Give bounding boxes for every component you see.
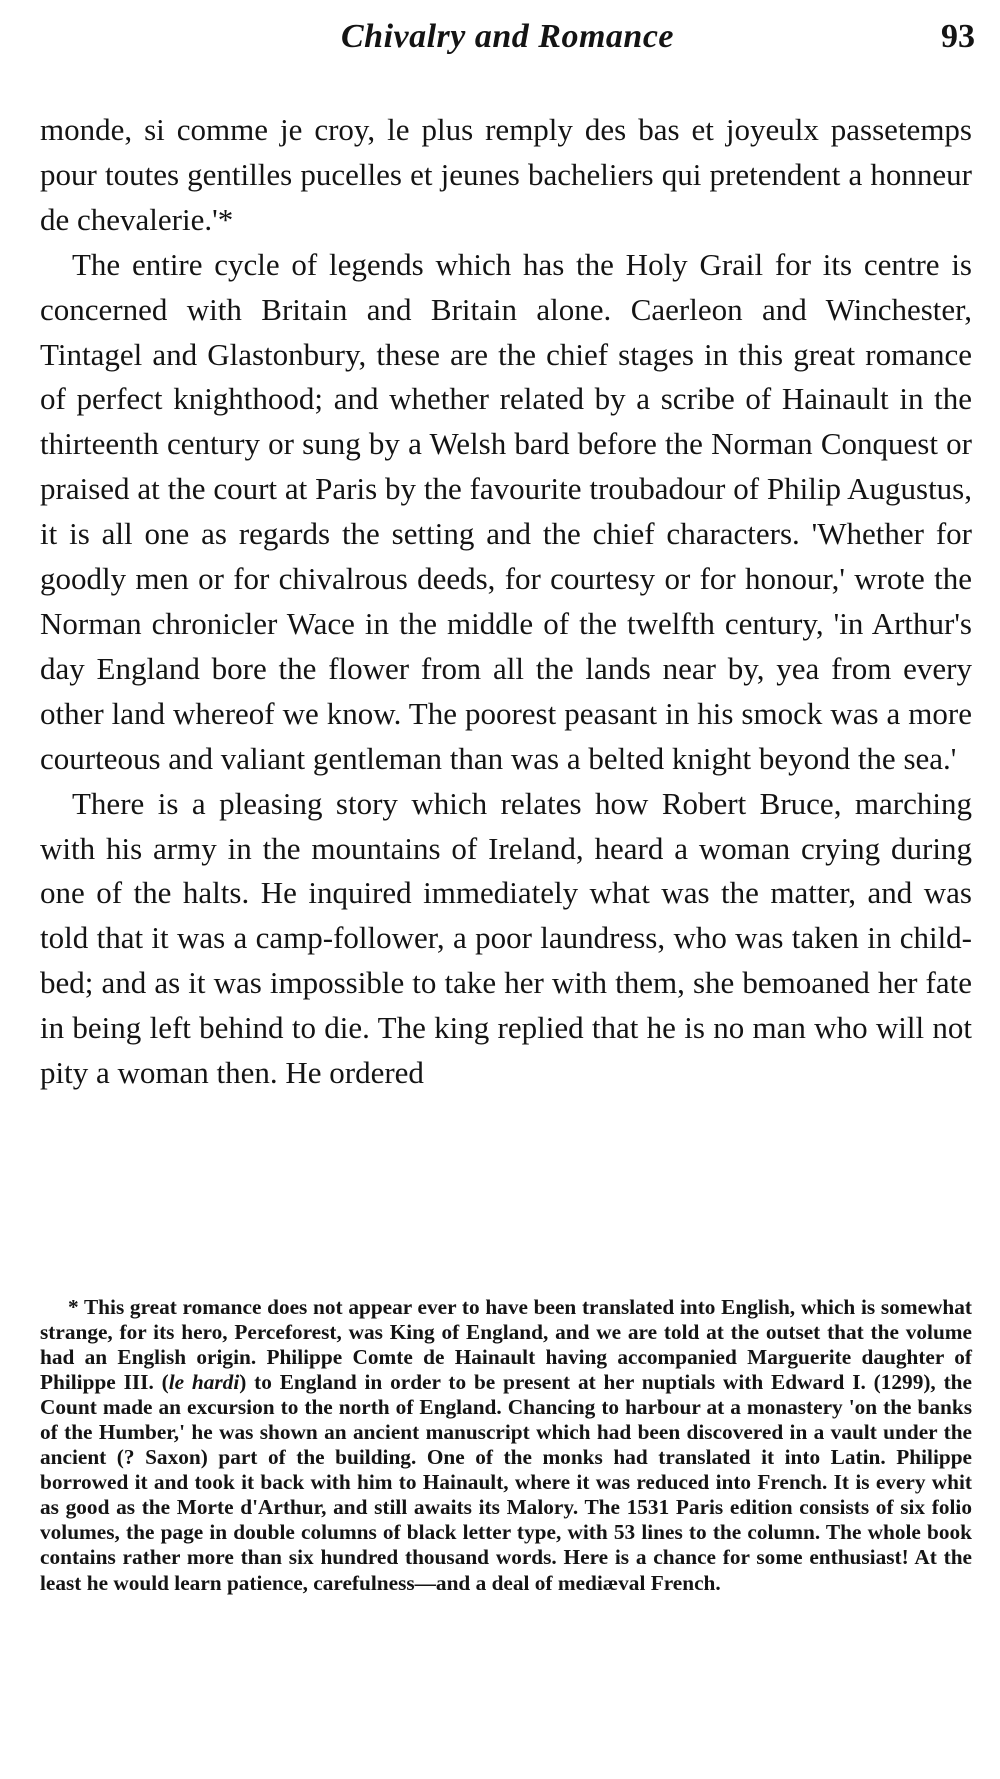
footnote-italic-le-hardi: le hardi	[168, 1370, 240, 1395]
running-title: Chivalry and Romance	[340, 18, 675, 55]
page-number: 93	[941, 18, 975, 55]
paragraph-continued: monde, si comme je croy, le plus remply des bas et joyeulx passetemps pour toutes gentilles pucelles et jeunes bacheliers qui pretendent a honneur de chevalerie.'*	[40, 112, 972, 237]
running-head	[40, 18, 975, 68]
paragraph-holy-grail: The entire cycle of legends which has the Holy Grail for its centre is concerned with Britain and Britain alone. Caerleon and Winchester, Tintagel and Glastonbury, these are the chief stages in this great romance of perfect knighthood; and whether related by a scribe of Hainault in the thirteenth century or sung by a Welsh bard before the Norman Conquest or praised at the court at Paris by the favourite troubadour of Philip Augustus, it is all one as regards the setting and the chief characters. 'Whether for goodly men or for chivalrous deeds, for courtesy or for honour,' wrote the Norman chronicler Wace in the middle of the twelfth century, 'in Arthur's day England bore the flower from all the lands near by, yea from every other land whereof we know. The poorest peasant in his smock was a more courteous and valiant gentleman than was a belted knight beyond the sea.'	[40, 246, 972, 776]
footnote-text-part-2: ) to England in order to be present at her nuptials with Edward I. (1299), the Count made an excursion to the north of England. Chancing to harbour at a monastery 'on the banks of the Humber,' he was shown an ancient manuscript which had been discovered in a vault under the ancient (? Saxon) part of the building. One of the monks had translated it into Latin. Philippe borrowed it and took it back with him to Hainault, where it was reduced into French. It is every whit as good as the Morte d'Arthur, and still awaits its Malory. The 1531 Paris edition consists of six folio volumes, the page in double columns of black letter type, with 53 lines to the column. The whole book contains rather more than six hundred thousand words. Here is a chance for some enthusiast! At the least he would learn patience, carefulness—and a deal of mediæval French.	[40, 1370, 972, 1595]
footnote	[40, 1295, 972, 1596]
footnote-text	[40, 1295, 972, 1596]
footnote-text-part-1: * This great romance does not appear ever to have been translated into English, which is somewhat strange, for its hero, Perceforest, was King of England, and we are told at the outset that the volume had an English origin. Philippe Comte de Hainault having accompanied Marguerite daughter of Philippe III. (	[40, 1295, 972, 1395]
paragraph-robert-bruce: There is a pleasing story which relates how Robert Bruce, marching with his army in the mountains of Ireland, heard a woman crying during one of the halts. He inquired immediately what was the matter, and was told that it was a camp-follower, a poor laundress, who was taken in child-bed; and as it was impossible to take her with them, she bemoaned her fate in being left behind to die. The king replied that he is no man who will not pity a woman then. He ordered	[40, 785, 972, 1091]
body-text	[40, 108, 972, 1096]
